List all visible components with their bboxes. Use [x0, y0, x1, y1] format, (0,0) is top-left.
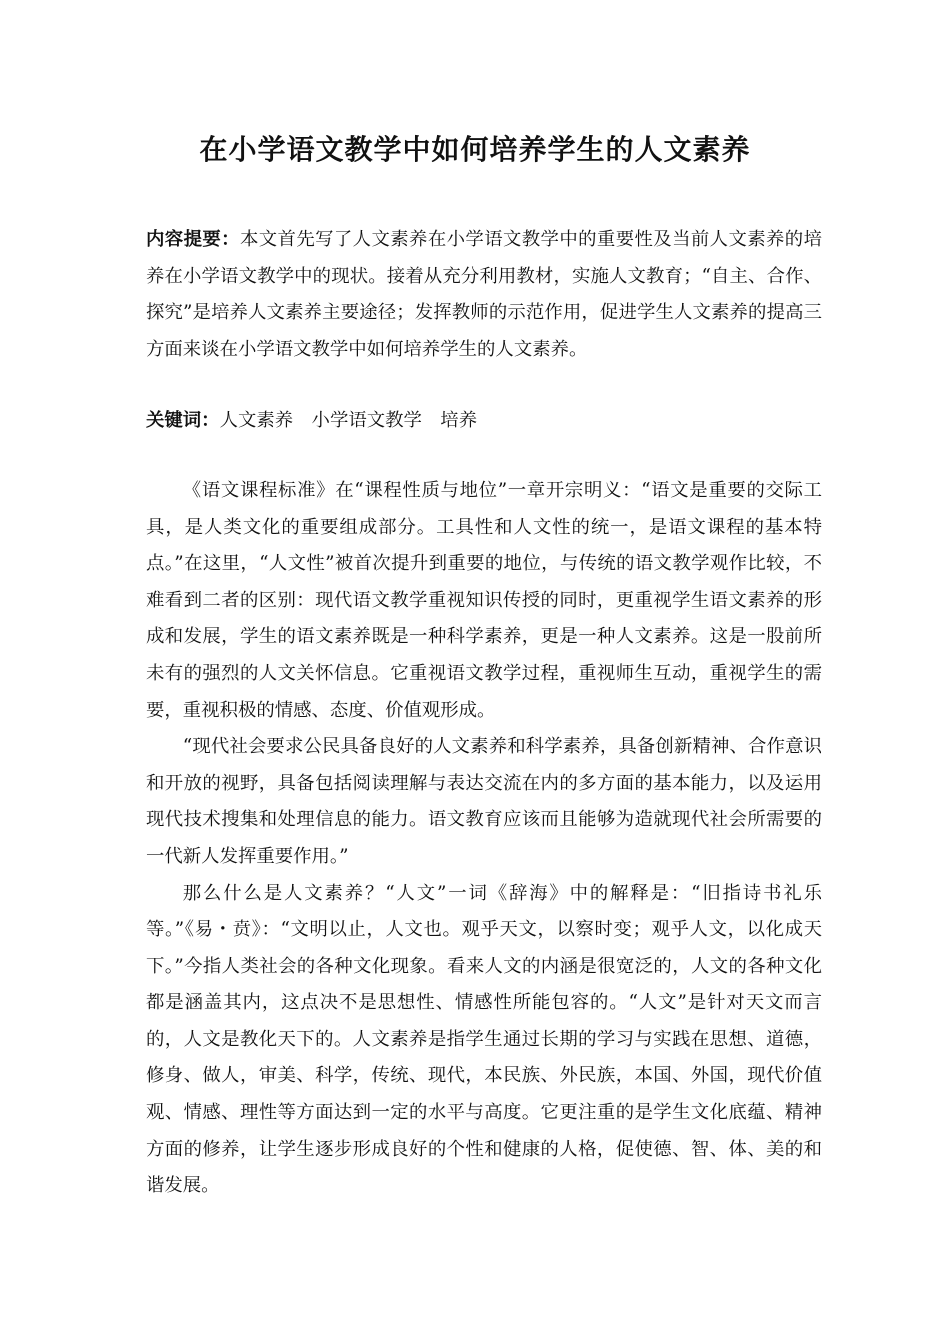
keywords-label: 关键词：: [146, 410, 220, 432]
document-body: [146, 222, 822, 1205]
abstract-label: 内容提要：: [146, 229, 240, 250]
keywords-section: [146, 403, 822, 440]
abstract-section: [146, 222, 822, 368]
keyword-item: 小学语文教学: [311, 410, 422, 432]
body-paragraph: 那么什么是人文素养？“人文”一词《辞海》中的解释是：“旧指诗书礼乐等。”《易・贲》：“文明以止，人文也。观乎天文，以察时变；观乎人文，以化成天下。”今指人类社会的各种文化现象。看来人文的内涵是很宽泛的，人文的各种文化都是涵盖其内，这点决不是思想性、情感性所能包容的。“人文”是针对天文而言的，人文是教化天下的。人文素养是指学生通过长期的学习与实践在思想、道德，修身、做人，审美、科学，传统、现代，本民族、外民族，本国、外国，现代价值观、情感、理性等方面达到一定的水平与高度。它更注重的是学生文化底蕴、精神方面的修养，让学生逐步形成良好的个性和健康的人格，促使德、智、体、美的和谐发展。: [146, 882, 822, 1197]
keyword-item: 人文素养: [219, 410, 294, 432]
abstract-text: 本文首先写了人文素养在小学语文教学中的重要性及当前人文素养的培养在小学语文教学中的现状。接着从充分利用教材，实施人文教育；“自主、合作、探究”是培养人文素养主要途径；发挥教师的示范作用，促进学生人文素养的提高三方面来谈在小学语文教学中如何培养学生的人文素养。: [146, 229, 822, 360]
body-paragraph: “现代社会要求公民具备良好的人文素养和科学素养，具备创新精神、合作意识和开放的视野，具备包括阅读理解与表达交流在内的多方面的基本能力，以及运用现代技术搜集和处理信息的能力。语文教育应该而且能够为造就现代社会所需要的一代新人发挥重要作用。”: [146, 736, 822, 867]
document-title: 在小学语文教学中如何培养学生的人文素养: [199, 133, 751, 166]
keyword-item: 培养: [440, 410, 478, 432]
body-paragraph: 《语文课程标准》在“课程性质与地位”一章开宗明义：“语文是重要的交际工具，是人类文化的重要组成部分。工具性和人文性的统一，是语文课程的基本特点。”在这里，“人文性”被首次提升到重要的地位，与传统的语文教学观作比较，不难看到二者的区别：现代语文教学重视知识传授的同时，更重视学生语文素养的形成和发展，学生的语文素养既是一种科学素养，更是一种人文素养。这是一股前所未有的强烈的人文关怀信息。它重视语文教学过程，重视师生互动，重视学生的需要，重视积极的情感、态度、价值观形成。: [146, 479, 822, 721]
